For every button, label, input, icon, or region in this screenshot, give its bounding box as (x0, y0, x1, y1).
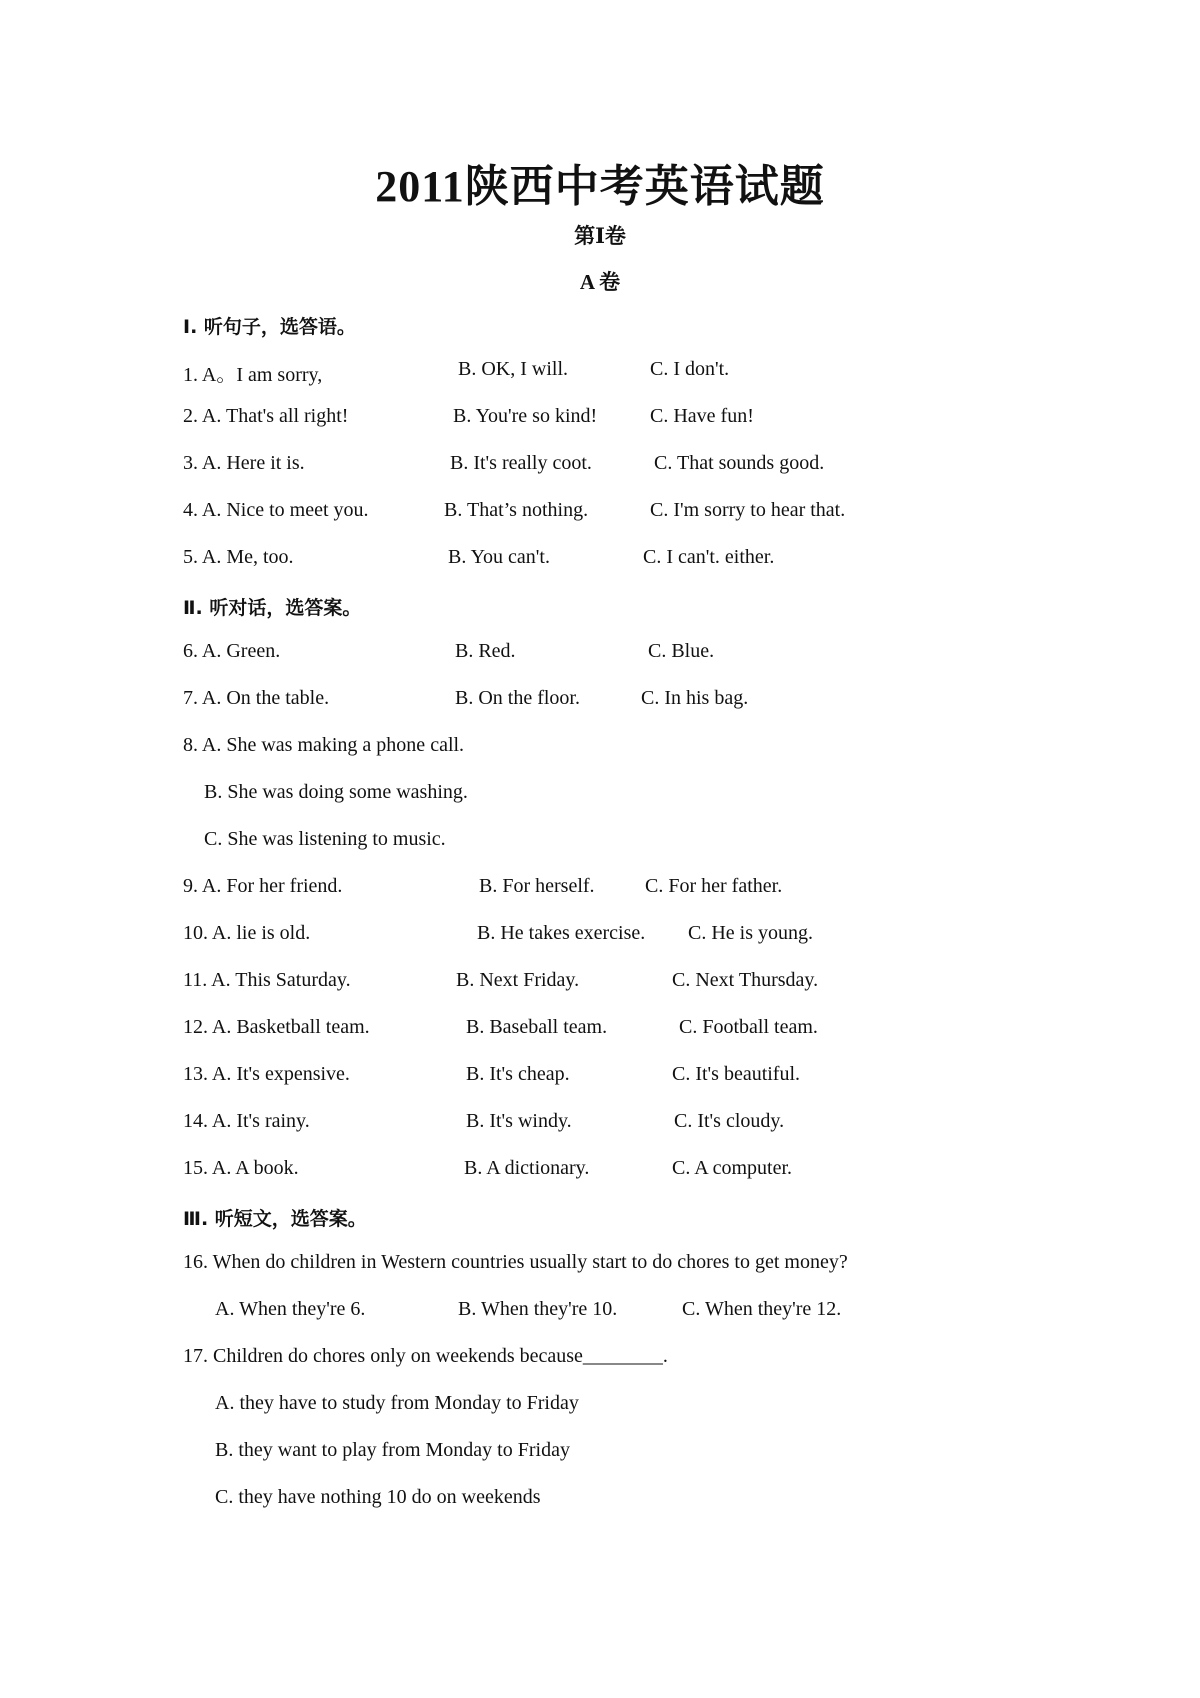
q17-option-b: B. they want to play from Monday to Friday (215, 1439, 570, 1461)
section-1-title: Ⅰ. 听句子，选答语。 (183, 316, 356, 338)
question-row (0, 1110, 1200, 1140)
q14-option-a: 14. A. It's rainy. (183, 1110, 310, 1132)
question-row (0, 1345, 1200, 1375)
question-row (0, 452, 1200, 482)
q12-option-a: 12. A. Basketball team. (183, 1016, 370, 1038)
q14-option-c: C. It's cloudy. (674, 1110, 785, 1132)
q3-option-b: B. It's really coot. (450, 452, 592, 474)
question-row (0, 640, 1200, 670)
question-row (0, 781, 1200, 811)
question-row (0, 499, 1200, 529)
question-row (0, 1392, 1200, 1422)
q16-option-c: C. When they're 12. (682, 1298, 842, 1320)
section-heading (0, 1204, 1200, 1234)
q6-option-a: 6. A. Green. (183, 640, 281, 662)
q7-option-c: C. In his bag. (641, 687, 749, 709)
question-row (0, 969, 1200, 999)
q4-option-a: 4. A. Nice to meet you. (183, 499, 369, 521)
question-row (0, 1251, 1200, 1281)
section-heading (0, 593, 1200, 623)
q8-option-c: C. She was listening to music. (204, 828, 446, 850)
q4-option-b: B. That’s nothing. (444, 499, 589, 521)
page-title: 2011陕西中考英语试题 (375, 162, 825, 211)
q10-option-a: 10. A. lie is old. (183, 922, 311, 944)
q1-option-a: 1. A。I am sorry, (183, 364, 323, 386)
paper-heading: A 卷 (579, 270, 621, 294)
q17-stem: 17. Children do chores only on weekends because________. (183, 1345, 668, 1367)
q17-option-c: C. they have nothing 10 do on weekends (215, 1486, 541, 1508)
q7-option-a: 7. A. On the table. (183, 687, 330, 709)
q16-option-a: A. When they're 6. (215, 1298, 366, 1320)
q7-option-b: B. On the floor. (455, 687, 580, 709)
q2-option-b: B. You're so kind! (453, 405, 598, 427)
q15-option-a: 15. A. A book. (183, 1157, 299, 1179)
q17-option-a: A. they have to study from Monday to Friday (215, 1392, 579, 1414)
q16-stem: 16. When do children in Western countries usually start to do chores to get money? (183, 1251, 848, 1273)
q2-option-c: C. Have fun! (650, 405, 754, 427)
q5-option-c: C. I can't. either. (643, 546, 775, 568)
question-row (0, 405, 1200, 435)
question-row (0, 734, 1200, 764)
question-row (0, 1063, 1200, 1093)
question-row (0, 1016, 1200, 1046)
question-row (0, 828, 1200, 858)
q5-option-a: 5. A. Me, too. (183, 546, 294, 568)
q6-option-b: B. Red. (455, 640, 516, 662)
q13-option-a: 13. A. It's expensive. (183, 1063, 350, 1085)
q8-option-a: 8. A. She was making a phone call. (183, 734, 465, 756)
q10-option-c: C. He is young. (688, 922, 813, 944)
q11-option-c: C. Next Thursday. (672, 969, 819, 991)
q2-option-a: 2. A. That's all right! (183, 405, 349, 427)
q1-option-b: B. OK, I will. (458, 358, 568, 380)
question-row (0, 922, 1200, 952)
q9-option-c: C. For her father. (645, 875, 783, 897)
q11-option-a: 11. A. This Saturday. (183, 969, 351, 991)
section-2-title: Ⅱ. 听对话，选答案。 (183, 597, 362, 619)
q5-option-b: B. You can't. (448, 546, 550, 568)
q8-option-b: B. She was doing some washing. (204, 781, 468, 803)
q11-option-b: B. Next Friday. (456, 969, 580, 991)
question-row (0, 358, 1200, 388)
q15-option-b: B. A dictionary. (464, 1157, 590, 1179)
section-3-title: Ⅲ. 听短文，选答案。 (183, 1208, 367, 1230)
q15-option-c: C. A computer. (672, 1157, 792, 1179)
question-row (0, 875, 1200, 905)
q14-option-b: B. It's windy. (466, 1110, 572, 1132)
section-heading (0, 312, 1200, 342)
question-row (0, 1298, 1200, 1328)
q1-option-c: C. I don't. (650, 358, 730, 380)
q16-option-b: B. When they're 10. (458, 1298, 618, 1320)
q3-option-c: C. That sounds good. (654, 452, 825, 474)
question-row (0, 1157, 1200, 1187)
q12-option-c: C. Football team. (679, 1016, 818, 1038)
question-row (0, 546, 1200, 576)
q13-option-c: C. It's beautiful. (672, 1063, 801, 1085)
q13-option-b: B. It's cheap. (466, 1063, 570, 1085)
volume-heading: 第Ⅰ卷 (574, 224, 626, 248)
q9-option-b: B. For herself. (479, 875, 595, 897)
q9-option-a: 9. A. For her friend. (183, 875, 343, 897)
q4-option-c: C. I'm sorry to hear that. (650, 499, 846, 521)
q3-option-a: 3. A. Here it is. (183, 452, 305, 474)
q6-option-c: C. Blue. (648, 640, 715, 662)
q12-option-b: B. Baseball team. (466, 1016, 608, 1038)
question-row (0, 1439, 1200, 1469)
question-row (0, 1486, 1200, 1516)
q10-option-b: B. He takes exercise. (477, 922, 646, 944)
question-row (0, 687, 1200, 717)
